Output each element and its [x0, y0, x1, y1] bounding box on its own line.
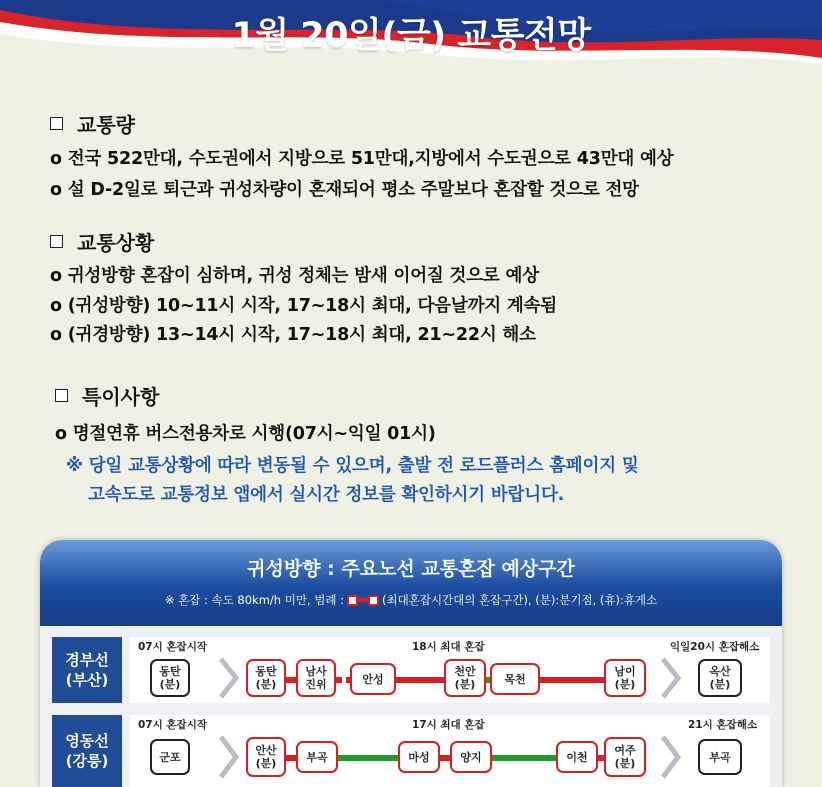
notice-text: 고속도로 교통정보 앱에서 실시간 정보를 확인하시기 바랍니다. [88, 485, 565, 505]
peak-time-label: 18시 최대 혼잡 [412, 641, 485, 653]
end-time-label: 21시 혼잡해소 [688, 719, 757, 731]
panel-title: 귀성방향 : 주요노선 교통혼잡 예상구간 [247, 558, 575, 580]
route-node: 안산 (분) [246, 737, 286, 777]
route-node: 동탄 (분) [246, 659, 286, 697]
header-banner [0, 0, 822, 80]
congested-segment [286, 755, 296, 761]
chevron-right-icon [660, 735, 682, 779]
chevron-right-icon [660, 657, 682, 699]
chevron-right-icon [218, 657, 240, 699]
section-special-notes [55, 380, 159, 410]
legend-text: ※ 혼잡 : 속도 80km/h 미만, 범례 : [164, 593, 345, 607]
route-row-gyeongbu [40, 635, 782, 705]
section-heading [50, 108, 135, 138]
route-node: 이천 [556, 741, 598, 773]
bullet-line: o 명절연휴 버스전용차로 시행(07시~익일 01시) [55, 424, 436, 444]
congested-segment [540, 677, 610, 683]
route-destination: (부산) [65, 671, 109, 689]
panel-legend [40, 592, 782, 608]
section-heading-text: 교통량 [77, 112, 135, 137]
section-traffic-volume [50, 108, 135, 138]
section-heading [55, 380, 159, 410]
smooth-segment [338, 755, 398, 761]
legend-text: (최대혼잡시간대의 혼잡구간), (분):분기점, (휴):휴게소 [382, 593, 658, 607]
panel-header [40, 540, 782, 626]
chevron-right-icon [218, 735, 240, 779]
route-end-node: 옥산 (분) [698, 659, 742, 697]
start-time-label: 07시 혼잡시작 [138, 719, 207, 731]
page-title: 1월 20일(금) 교통전망 [231, 16, 591, 56]
route-node: 여주 (분) [604, 737, 646, 777]
start-time-label: 07시 혼잡시작 [138, 641, 207, 653]
route-node: 안성 [350, 663, 396, 695]
peak-time-label: 17시 최대 혼잡 [412, 719, 485, 731]
congestion-legend-icon [347, 595, 379, 606]
route-name-box [52, 715, 122, 787]
section-heading [50, 226, 154, 256]
section-heading-text: 교통상황 [77, 230, 155, 255]
route-node: 남이 (분) [604, 659, 646, 697]
bullet-line: o 전국 522만대, 수도권에서 지방으로 51만대,지방에서 수도권으로 43만대 예상 [50, 149, 674, 169]
bullet-line: o (귀경방향) 13~14시 시작, 17~18시 최대, 21~22시 해소 [50, 325, 536, 345]
section-heading-text: 특이사항 [82, 384, 160, 409]
route-node: 남사 진위 [296, 659, 336, 697]
route-name: 경부선 [65, 651, 109, 669]
route-start-node: 동탄 (분) [150, 659, 190, 697]
checkbox-bullet-icon [50, 235, 63, 248]
route-name-box [52, 637, 122, 703]
route-node: 부곡 [296, 741, 338, 773]
bullet-line: o 귀성방향 혼잡이 심하며, 귀성 정체는 밤새 이어질 것으로 예상 [50, 266, 539, 286]
end-time-label: 익일20시 혼잡해소 [670, 641, 760, 653]
route-node: 천안 (분) [444, 659, 486, 697]
route-row-yeongdong [40, 713, 782, 783]
checkbox-bullet-icon [50, 117, 63, 130]
route-end-node: 부곡 [698, 739, 742, 775]
route-start-node: 군포 [150, 739, 190, 775]
route-node: 목천 [490, 663, 540, 695]
section-traffic-status [50, 226, 154, 256]
bullet-line: o 설 D-2일로 퇴근과 귀성차량이 혼재되어 평소 주말보다 혼잡할 것으로 전망 [50, 180, 639, 200]
bullet-line: o (귀성방향) 10~11시 시작, 17~18시 최대, 다음날까지 계속됨 [50, 296, 557, 316]
checkbox-bullet-icon [55, 389, 68, 402]
route-node: 마성 [398, 741, 440, 773]
route-destination: (강릉) [65, 752, 109, 770]
notice-text: ※ 당일 교통상황에 따라 변동될 수 있으며, 출발 전 로드플러스 홈페이지 및 [66, 456, 639, 476]
smooth-segment [486, 755, 556, 761]
route-node: 양지 [450, 741, 492, 773]
route-name: 영동선 [65, 732, 109, 750]
